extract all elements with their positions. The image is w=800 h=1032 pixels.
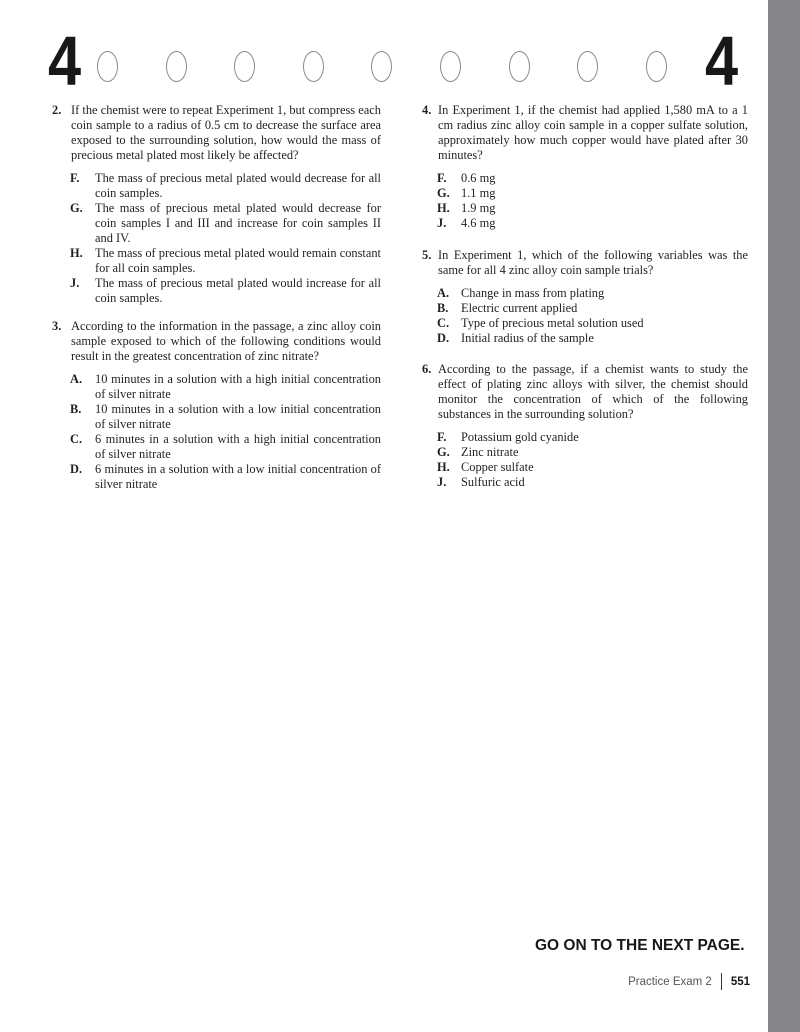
answer-options bbox=[437, 430, 748, 490]
answer-option[interactable] bbox=[70, 462, 381, 492]
answer-option[interactable] bbox=[437, 301, 748, 316]
option-text: The mass of precious metal plated would remain constant for all coin samples. bbox=[95, 246, 381, 275]
section-number-right: 4 bbox=[705, 22, 739, 100]
option-text: 1.1 mg bbox=[461, 186, 496, 200]
circle-icon bbox=[646, 51, 667, 82]
option-letter: G. bbox=[437, 186, 450, 200]
question-number: 4. bbox=[422, 103, 432, 117]
question-stem: According to the information in the passage, a zinc alloy coin sample exposed to which of the following conditions would result in the greatest concentration of zinc nitrate? bbox=[71, 319, 381, 363]
answer-option[interactable] bbox=[437, 171, 748, 186]
go-on-next-page: GO ON TO THE NEXT PAGE. bbox=[535, 937, 745, 954]
answer-option[interactable] bbox=[437, 430, 748, 445]
answer-option[interactable] bbox=[437, 460, 748, 475]
answer-options bbox=[437, 286, 748, 346]
option-text: Potassium gold cyanide bbox=[461, 430, 579, 444]
option-text: 1.9 mg bbox=[461, 201, 496, 215]
page-footer bbox=[628, 973, 750, 990]
option-text: 6 minutes in a solution with a low initial concentration of silver nitrate bbox=[95, 462, 381, 491]
answer-option[interactable] bbox=[437, 286, 748, 301]
option-text: Copper sulfate bbox=[461, 460, 534, 474]
option-letter: D. bbox=[437, 331, 450, 345]
option-letter: J. bbox=[70, 276, 80, 290]
circle-icon bbox=[577, 51, 598, 82]
circle-icon bbox=[97, 51, 118, 82]
option-text: 10 minutes in a solution with a high initial concentration of silver nitrate bbox=[95, 372, 381, 401]
option-letter: F. bbox=[70, 171, 80, 185]
option-text: 6 minutes in a solution with a high initial concentration of silver nitrate bbox=[95, 432, 381, 461]
question-number: 5. bbox=[422, 248, 432, 262]
circle-icon bbox=[509, 51, 530, 82]
answer-options bbox=[70, 171, 381, 306]
option-text: Sulfuric acid bbox=[461, 475, 525, 489]
option-text: The mass of precious metal plated would decrease for coin samples I and III and increase for coin samples II and IV. bbox=[95, 201, 381, 245]
question-6 bbox=[422, 362, 748, 490]
answer-option[interactable] bbox=[70, 372, 381, 402]
answer-option[interactable] bbox=[437, 216, 748, 231]
exam-name: Practice Exam 2 bbox=[628, 975, 712, 988]
question-stem: In Experiment 1, which of the following variables was the same for all 4 zinc alloy coin sample trials? bbox=[438, 248, 748, 277]
section-number-left: 4 bbox=[48, 22, 82, 100]
side-tab-bar bbox=[768, 0, 800, 1032]
footer-divider bbox=[721, 973, 722, 990]
page-number: 551 bbox=[730, 975, 750, 988]
answer-option[interactable] bbox=[70, 246, 381, 276]
option-letter: G. bbox=[70, 201, 83, 215]
question-4 bbox=[422, 103, 748, 231]
option-letter: J. bbox=[437, 216, 447, 230]
circle-icon bbox=[303, 51, 324, 82]
answer-option[interactable] bbox=[437, 316, 748, 331]
option-text: Initial radius of the sample bbox=[461, 331, 594, 345]
answer-option[interactable] bbox=[70, 171, 381, 201]
option-text: The mass of precious metal plated would increase for all coin samples. bbox=[95, 276, 381, 305]
option-text: Type of precious metal solution used bbox=[461, 316, 644, 330]
answer-option[interactable] bbox=[70, 276, 381, 306]
question-number: 2. bbox=[52, 103, 62, 117]
option-text: 0.6 mg bbox=[461, 171, 496, 185]
question-5 bbox=[422, 248, 748, 346]
option-letter: C. bbox=[70, 432, 83, 446]
option-letter: A. bbox=[437, 286, 450, 300]
option-letter: F. bbox=[437, 171, 447, 185]
answer-options bbox=[70, 372, 381, 492]
question-2 bbox=[52, 103, 381, 306]
answer-options bbox=[437, 171, 748, 231]
option-text: 4.6 mg bbox=[461, 216, 496, 230]
option-text: Change in mass from plating bbox=[461, 286, 605, 300]
option-text: Zinc nitrate bbox=[461, 445, 519, 459]
option-letter: B. bbox=[437, 301, 449, 315]
circle-icon bbox=[234, 51, 255, 82]
answer-option[interactable] bbox=[437, 186, 748, 201]
answer-option[interactable] bbox=[70, 201, 381, 246]
option-letter: D. bbox=[70, 462, 83, 476]
option-text: The mass of precious metal plated would decrease for all coin samples. bbox=[95, 171, 381, 200]
answer-option[interactable] bbox=[437, 201, 748, 216]
circle-icon bbox=[166, 51, 187, 82]
circle-icon bbox=[371, 51, 392, 82]
question-stem: According to the passage, if a chemist wants to study the effect of plating zinc alloys with silver, the chemist should monitor the concentration of which of the following substances in the surrounding solution? bbox=[438, 362, 748, 421]
answer-option[interactable] bbox=[70, 402, 381, 432]
answer-option[interactable] bbox=[437, 475, 748, 490]
question-stem: If the chemist were to repeat Experiment 1, but compress each coin sample to a radius of 0.5 cm to decrease the surface area exposed to the surrounding solution, how would the mass of precious metal plated most likely be affected? bbox=[71, 103, 381, 162]
option-letter: F. bbox=[437, 430, 447, 444]
question-3 bbox=[52, 319, 381, 492]
answer-option[interactable] bbox=[437, 331, 748, 346]
question-number: 6. bbox=[422, 362, 432, 376]
option-letter: A. bbox=[70, 372, 83, 386]
question-number: 3. bbox=[52, 319, 62, 333]
option-letter: H. bbox=[70, 246, 83, 260]
option-letter: G. bbox=[437, 445, 450, 459]
option-letter: B. bbox=[70, 402, 82, 416]
option-letter: H. bbox=[437, 460, 450, 474]
option-text: Electric current applied bbox=[461, 301, 578, 315]
option-text: 10 minutes in a solution with a low initial concentration of silver nitrate bbox=[95, 402, 381, 431]
option-letter: C. bbox=[437, 316, 450, 330]
option-letter: J. bbox=[437, 475, 447, 489]
answer-option[interactable] bbox=[70, 432, 381, 462]
option-letter: H. bbox=[437, 201, 450, 215]
question-stem: In Experiment 1, if the chemist had applied 1,580 mA to a 1 cm radius zinc alloy coin sample in a copper sulfate solution, approximately how much copper would have plated after 30 minutes? bbox=[438, 103, 748, 162]
answer-option[interactable] bbox=[437, 445, 748, 460]
circle-icon bbox=[440, 51, 461, 82]
